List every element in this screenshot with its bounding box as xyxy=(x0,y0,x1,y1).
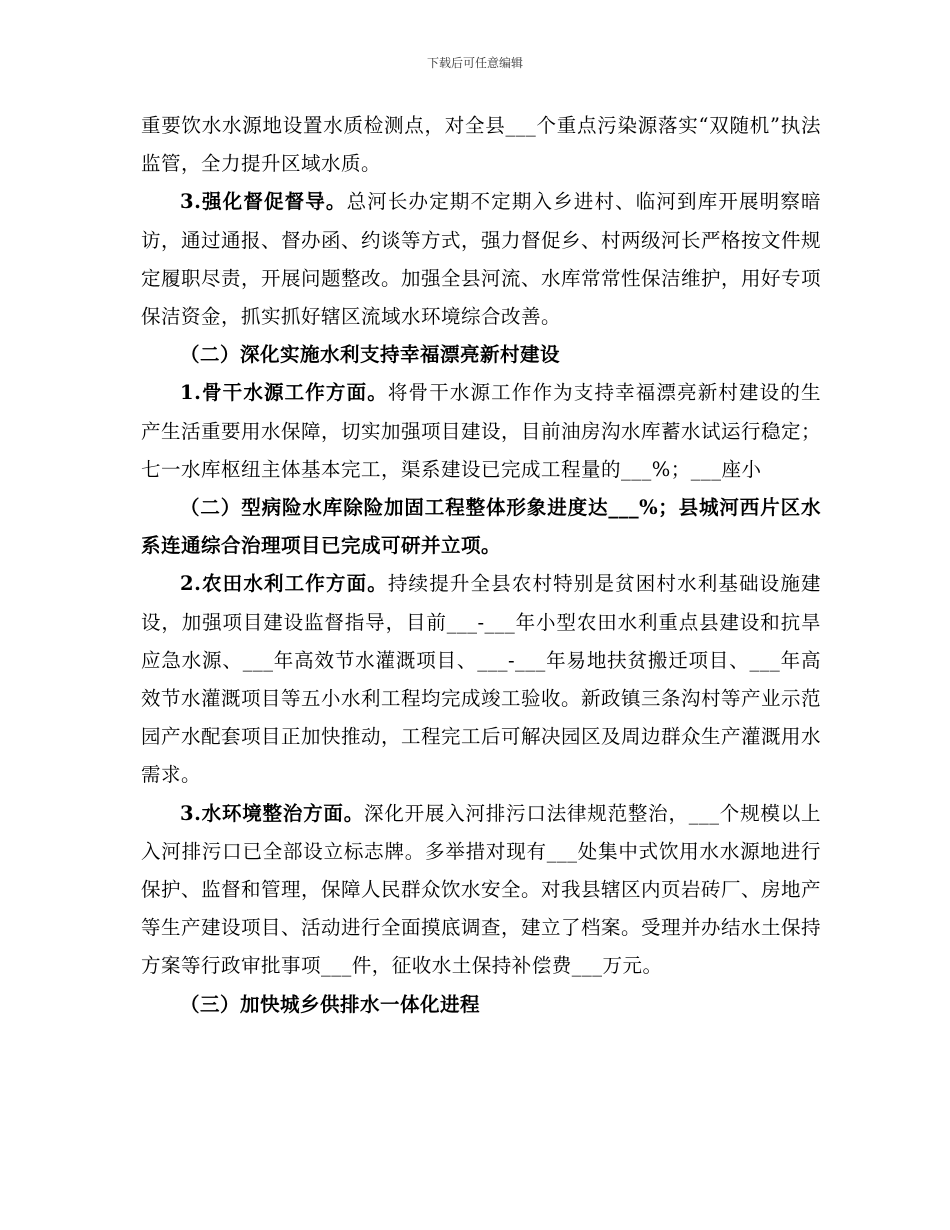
paragraph-water-quality xyxy=(141,107,821,183)
paragraph-text: 持续提升全县农村特别是贫困村水利基础设施建设，加强项目建设监督指导，目前___-___年小型农田水利重点县建设和抗旱应急水源、___年高效节水灌溉项目、___-___年易地扶贫搬迁项目、___年高效节水灌溉项目等五小水利工程均完成竣工验收。新政镇三条沟村等产业示范园产水配套项目正加快推动，工程完工后可解决园区及周边群众生产灌溉用水需求。 xyxy=(141,572,822,787)
paragraph-lead: 2.农田水利工作方面。 xyxy=(180,572,388,596)
paragraph-text: 将骨干水源工作作为支持幸福漂亮新村建设的生产生活重要用水保障，切实加强项目建设，目前油房沟水库蓄水试运行稳定；七一水库枢纽主体基本完工，渠系建设已完成工程量的___%；___座小 xyxy=(141,381,822,481)
paragraph-lead: 3.水环境整治方面。 xyxy=(180,801,365,825)
paragraph-text: 总河长办定期不定期入乡进村、临河到库开展明察暗访，通过通报、督办函、约谈等方式，强力督促乡、村两级河长严格按文件规定履职尽责，开展问题整改。加强全县河流、水库常常性保洁维护，用好专项保洁资金，抓实抓好辖区流域水环境综合改善。 xyxy=(141,190,822,329)
paragraph-backbone-water xyxy=(141,374,821,489)
page-header: 下载后可任意编辑 xyxy=(426,56,523,70)
section-heading-3: （三）加快城乡供排水一体化进程 xyxy=(180,992,481,1016)
section-heading-2: （二）深化实施水利支持幸福漂亮新村建设 xyxy=(180,343,561,367)
section-heading-reservoir: （二）型病险水库除险加固工程整体形象进度达___%；县城河西片区水系连通综合治理项目已完成可研并立项。 xyxy=(141,496,821,558)
paragraph-supervision xyxy=(141,183,821,336)
paragraph-text: 深化开展入河排污口法律规范整治，___个规模以上入河排污口已全部设立标志牌。多举措对现有___处集中式饮用水水源地进行保护、监督和管理，保障人民群众饮水安全。对我县辖区内页岩砖厂、房地产等生产建设项目、活动进行全面摸底调查，建立了档案。受理并办结水土保持方案等行政审批事项___件，征收水土保持补偿费___万元。 xyxy=(141,801,822,978)
paragraph-lead: 3.强化督促督导。 xyxy=(180,190,347,214)
paragraph-text: 重要饮水水源地设置水质检测点，对全县___个重点污染源落实“双随机”执法监管，全力提升区域水质。 xyxy=(141,114,821,176)
document-body xyxy=(141,107,821,1024)
paragraph-water-environment xyxy=(141,795,821,986)
paragraph-farmland-water xyxy=(141,565,821,794)
paragraph-lead: 1.骨干水源工作方面。 xyxy=(180,381,388,405)
